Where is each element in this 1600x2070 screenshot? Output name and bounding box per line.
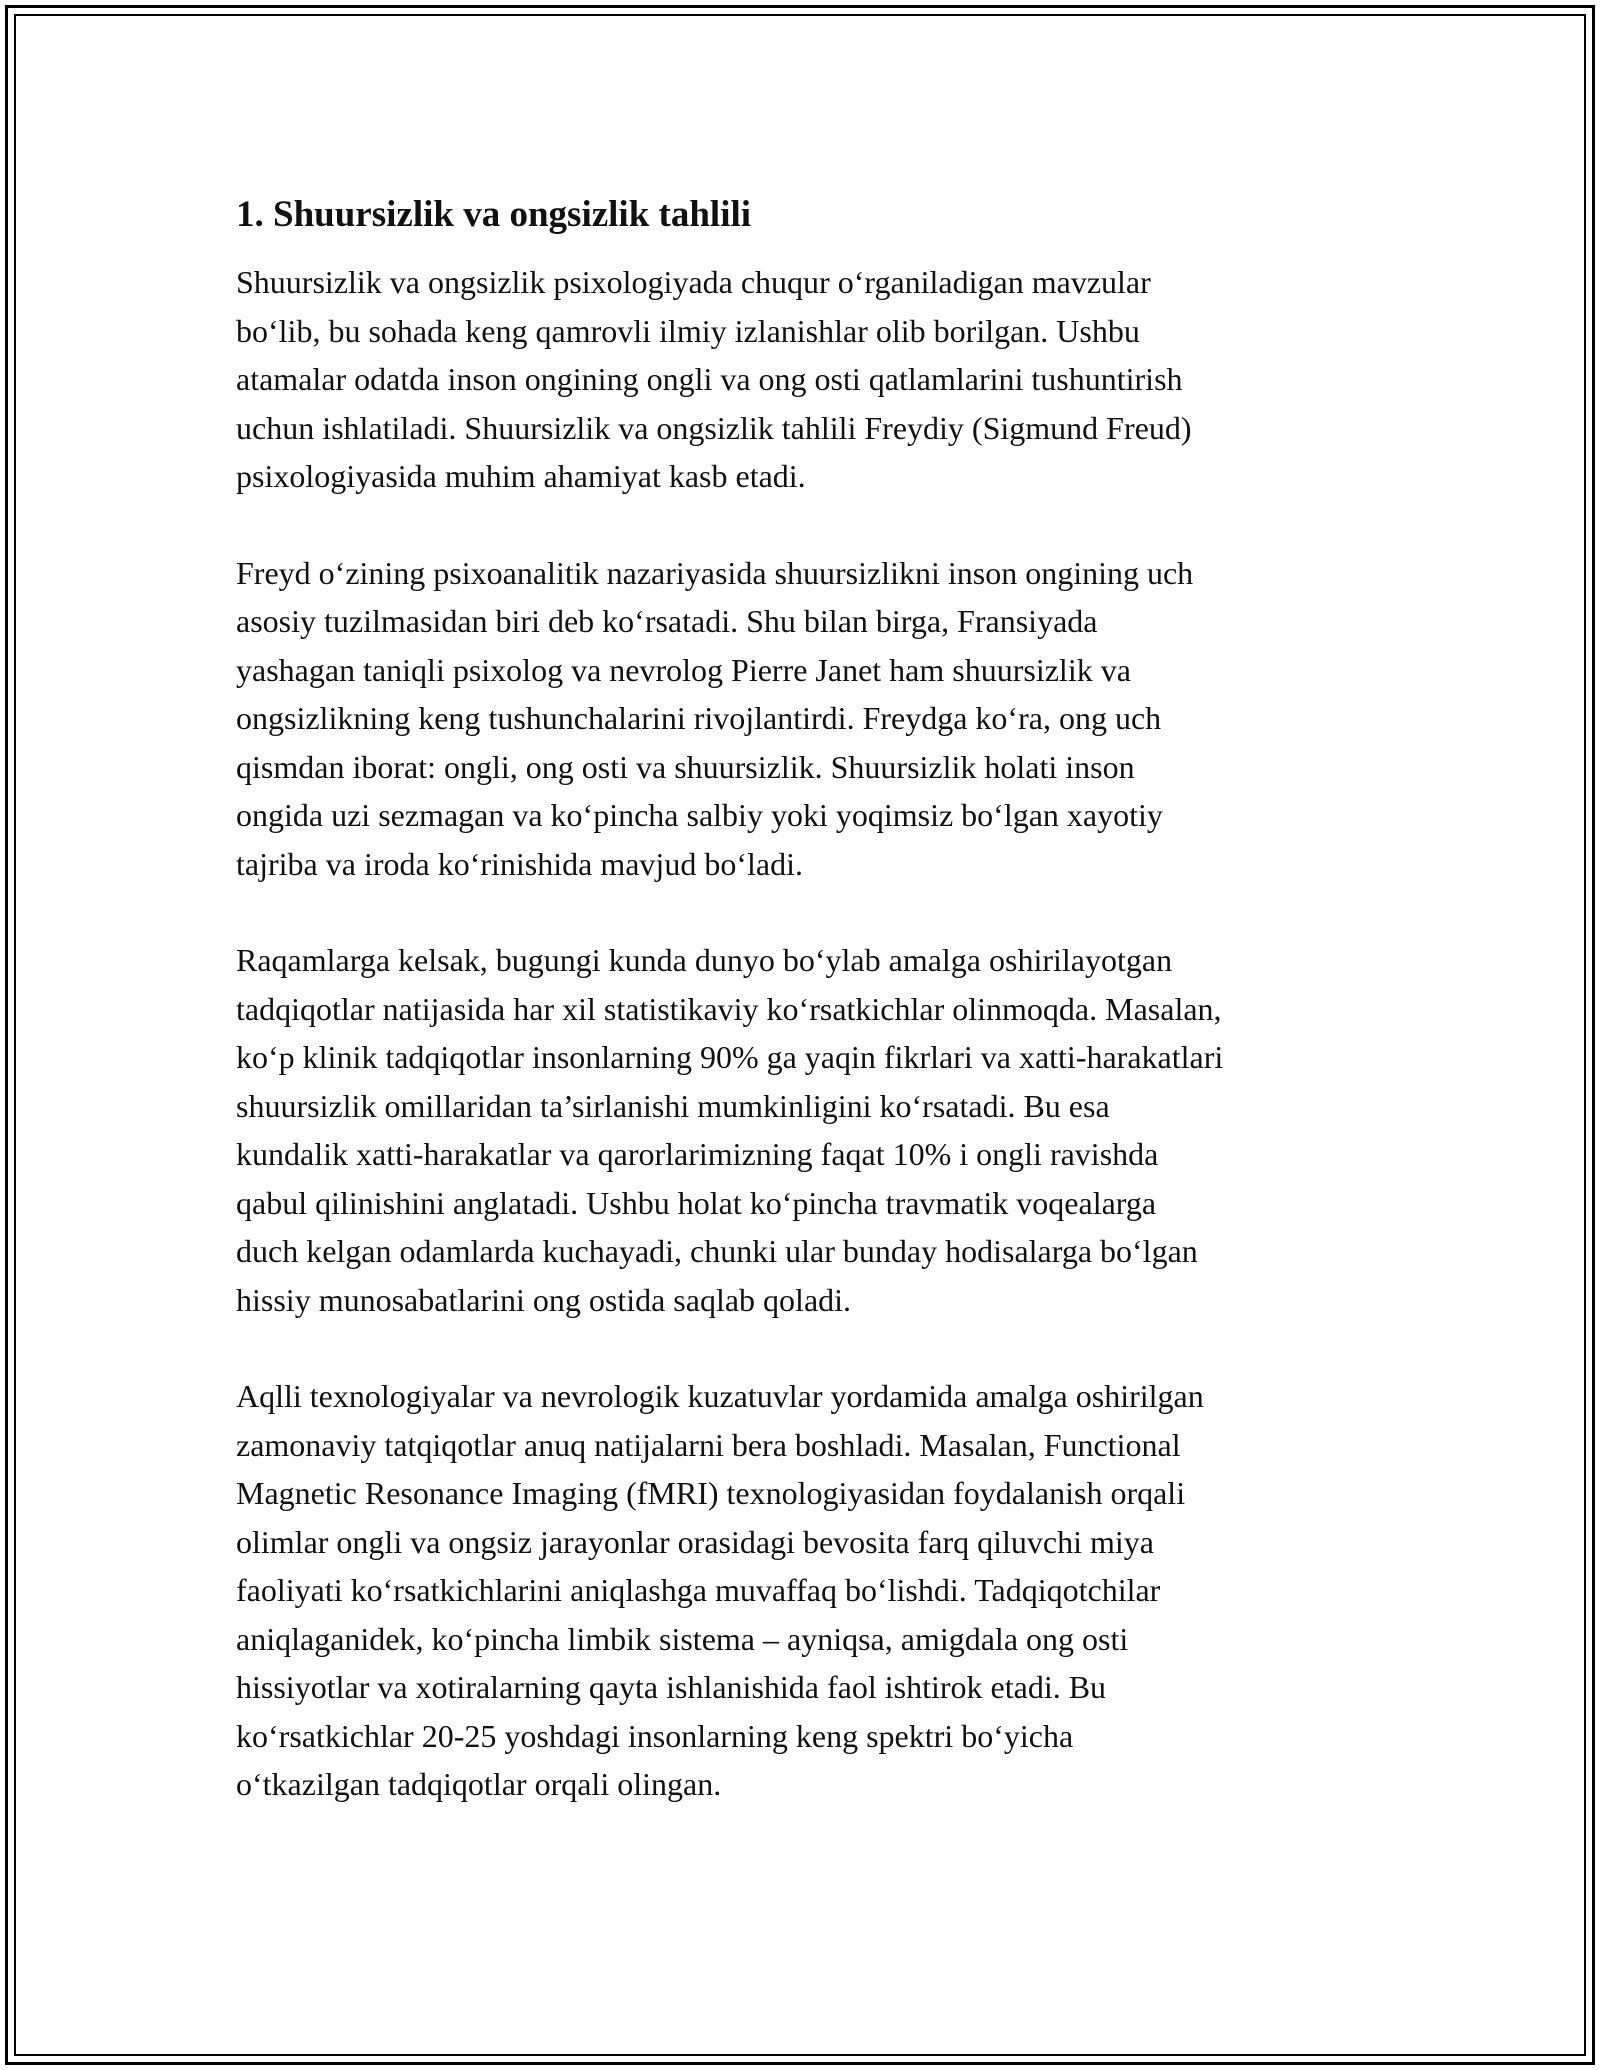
paragraph-2: Freyd o‘zining psixoanalitik nazariyasida shuursizlikni inson ongining uch asosiy tuzilmasidan biri deb ko‘rsatadi. Shu bilan birga, Fransiyada yashagan taniqli psixolog va nevrolog Pierre Janet ham shuursizlik va ongsizlikning keng tushunchalarini rivojlantirdi. Freydga ko‘ra, ong uch qismdan iborat: ongli, ong osti va shuursizlik. Shuursizlik holati inson ongida uzi sezmagan va ko‘pincha salbiy yoki yoqimsiz bo‘lgan xayotiy tajriba va iroda ko‘rinishida mavjud bo‘ladi.	[236, 554, 1194, 882]
section-heading: 1. Shuursizlik va ongsizlik tahlili	[236, 194, 752, 235]
paragraph-4: Aqlli texnologiyalar va nevrologik kuzatuvlar yordamida amalga oshirilgan zamonaviy tatqiqotlar anuq natijalarni bera boshladi. Masalan, Functional Magnetic Resonance Imaging (fMRI) texnologiyasidan foydalanish orqali olimlar ongli va ongsiz jarayonlar orasidagi bevosita farq qiluvchi miya faoliyati ko‘rsatkichlarini aniqlashga muvaffaq bo‘lishdi. Tadqiqotchilar aniqlaganidek, ko‘pincha limbik sistema – ayniqsa, amigdala ong osti hissiyotlar va xotiralarning qayta ishlanishida faol ishtirok etadi. Bu ko‘rsatkichlar 20-25 yoshdagi insonlarning keng spektri bo‘yicha o‘tkazilgan tadqiqotlar orqali olingan.	[236, 1378, 1204, 1802]
paragraph-1: Shuursizlik va ongsizlik psixologiyada chuqur o‘rganiladigan mavzular bo‘lib, bu sohada keng qamrovli ilmiy izlanishlar olib borilgan. Ushbu atamalar odatda inson ongining ongli va ong osti qatlamlarini tushuntirish uchun ishlatiladi. Shuursizlik va ongsizlik tahlili Freydiy (Sigmund Freud) psixologiyasida muhim ahamiyat kasb etadi.	[236, 264, 1192, 494]
paragraph-3: Raqamlarga kelsak, bugungi kunda dunyo bo‘ylab amalga oshirilayotgan tadqiqotlar natijasida har xil statistikaviy ko‘rsatkichlar olinmoqda. Masalan, ko‘p klinik tadqiqotlar insonlarning 90% ga yaqin fikrlari va xatti-harakatlari shuursizlik omillaridan ta’sirlanishi mumkinligini ko‘rsatadi. Bu esa kundalik xatti-harakatlar va qarorlarimizning faqat 10% i ongli ravishda qabul qilinishini anglatadi. Ushbu holat ko‘pincha travmatik voqealarga duch kelgan odamlarda kuchayadi, chunki ular bunday hodisalarga bo‘lgan hissiy munosabatlarini ong ostida saqlab qoladi.	[236, 942, 1224, 1318]
document-body	[236, 188, 1376, 1857]
